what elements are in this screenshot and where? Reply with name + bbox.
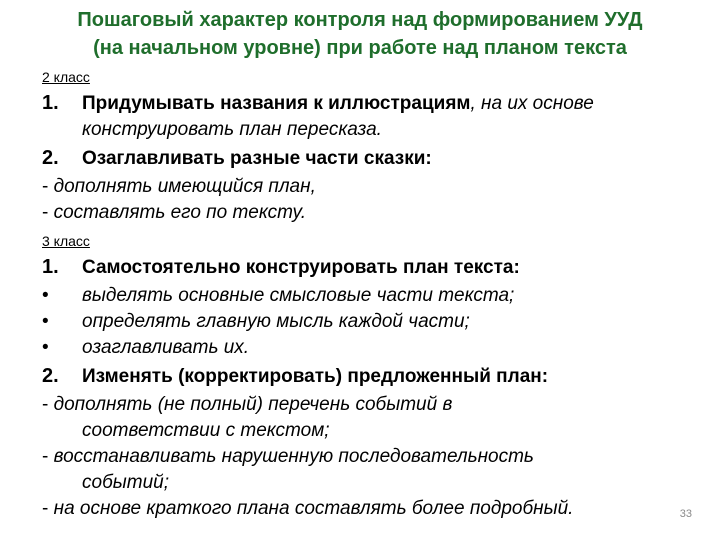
title-line-2: (на начальном уровне) при работе над планом текста (93, 37, 627, 59)
bullet-text: озаглавливать их. (82, 337, 250, 358)
grade3-dash-2: - восстанавливать нарушенную последовательность событий; (42, 444, 692, 496)
grade3-bullet-3: • озаглавливать их. (42, 337, 250, 358)
item-number: 2. (42, 147, 59, 169)
item-bold-text: Придумывать названия к иллюстрациям (82, 93, 471, 114)
grade2-dash-1: - дополнять имеющийся план, (42, 176, 316, 197)
item-number: 1. (42, 92, 59, 114)
bullet-text: определять главную мысль каждой части; (82, 311, 470, 332)
grade-3-label: 3 класс (42, 233, 90, 249)
grade2-dash-2: - составлять его по тексту. (42, 202, 307, 223)
dash-text: дополнять имеющийся план, (53, 176, 316, 197)
grade3-item-2 (42, 363, 692, 390)
slide-title (0, 6, 720, 62)
dash-continuation: событий; (82, 472, 169, 493)
dash-text: дополнять (не полный) перечень событий в (53, 394, 453, 415)
dash-text: восстанавливать нарушенную последовательность (53, 446, 534, 467)
grade3-item-1 (42, 254, 692, 281)
page-number: 33 (679, 508, 692, 520)
title-line-1: Пошаговый характер контроля над формированием УУД (77, 9, 643, 31)
slide-content (42, 66, 692, 522)
grade3-dash-1: - дополнять (не полный) перечень событий в соответствии с текстом; (42, 392, 692, 444)
grade3-bullet-1: • выделять основные смысловые части текста; (42, 285, 515, 306)
dash-text: на основе краткого плана составлять более подробный. (53, 498, 574, 519)
item-continuation: конструировать план пересказа. (82, 119, 382, 140)
grade3-dash-3: - на основе краткого плана составлять более подробный. (42, 498, 574, 519)
item-number: 2. (42, 365, 59, 387)
item-bold-text: Озаглавливать разные части сказки: (82, 148, 432, 169)
bullet-text: выделять основные смысловые части текста; (82, 285, 515, 306)
item-bold-text: Изменять (корректировать) предложенный план: (82, 366, 549, 387)
dash-continuation: соответствии с текстом; (82, 420, 330, 441)
item-italic-text: , на их основе (470, 93, 594, 114)
grade-2-label: 2 класс (42, 69, 90, 85)
item-bold-text: Самостоятельно конструировать план текста: (82, 257, 520, 278)
item-number: 1. (42, 256, 59, 278)
grade2-item-2 (42, 145, 692, 172)
grade2-item-1 (42, 90, 692, 143)
grade3-bullet-2: • определять главную мысль каждой части; (42, 311, 470, 332)
dash-text: составлять его по тексту. (53, 202, 307, 223)
